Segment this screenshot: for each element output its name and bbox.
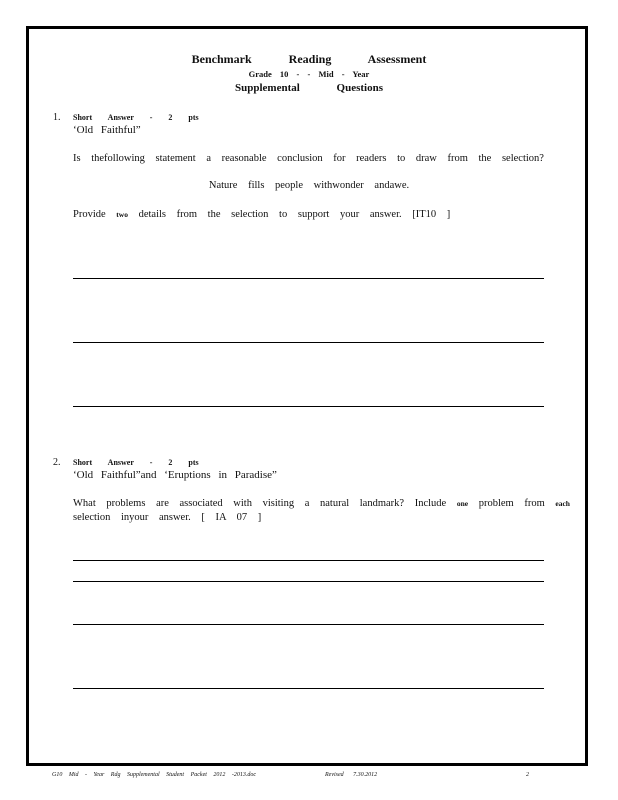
answer-line-1[interactable] xyxy=(73,278,544,279)
question-2-number: 2. xyxy=(53,457,61,468)
footer-revised: Revised 7.30.2012 xyxy=(325,772,378,778)
question-2-prompt-line-2: selection inyour answer. [ IA 07 ] xyxy=(73,512,262,523)
prompt-part-a: What problems are associated with visiting a natural landmark? Include xyxy=(73,498,447,509)
answer-line-6[interactable] xyxy=(73,624,544,625)
question-1-prompt: Is thefollowing statement a reasonable conclusion for readers to draw from the selection? xyxy=(73,153,544,164)
answer-line-3[interactable] xyxy=(73,406,544,407)
question-2-selection: ‘Old Faithful”and ‘Eruptions in Paradise” xyxy=(73,469,277,481)
assessment-subtitle: Supplemental Questions xyxy=(235,82,383,94)
answer-line-5[interactable] xyxy=(73,581,544,582)
question-1-quote: Nature fills people withwonder andawe. xyxy=(208,180,410,191)
footer-page-number: 2 xyxy=(526,772,529,778)
grade-line: Grade 10 - - Mid - Year xyxy=(248,69,370,79)
instr-before: Provide xyxy=(73,209,106,220)
answer-line-2[interactable] xyxy=(73,342,544,343)
question-2-prompt-line-1 xyxy=(73,498,570,509)
emphasis-each: each xyxy=(555,499,570,508)
question-1-number: 1. xyxy=(53,112,61,123)
question-1-type: Short Answer - 2 pts xyxy=(73,113,199,122)
emphasis-one: one xyxy=(456,499,469,508)
answer-line-4[interactable] xyxy=(73,560,544,561)
instr-emphasis-two: two xyxy=(116,210,128,219)
prompt-part-b: problem from xyxy=(478,498,545,509)
footer-filename: G10 Mid - Year Rdg Supplemental Student Packet 2012 -2013.doc xyxy=(52,772,257,778)
answer-line-7[interactable] xyxy=(73,688,544,689)
question-1-selection: ‘Old Faithful” xyxy=(73,124,141,136)
assessment-title: Benchmark Reading Assessment xyxy=(191,52,427,66)
question-2-type: Short Answer - 2 pts xyxy=(73,458,199,467)
question-1-instruction xyxy=(73,209,450,220)
page-border xyxy=(26,26,588,766)
instr-after: details from the selection to support your answer. [IT10 ] xyxy=(138,209,451,220)
